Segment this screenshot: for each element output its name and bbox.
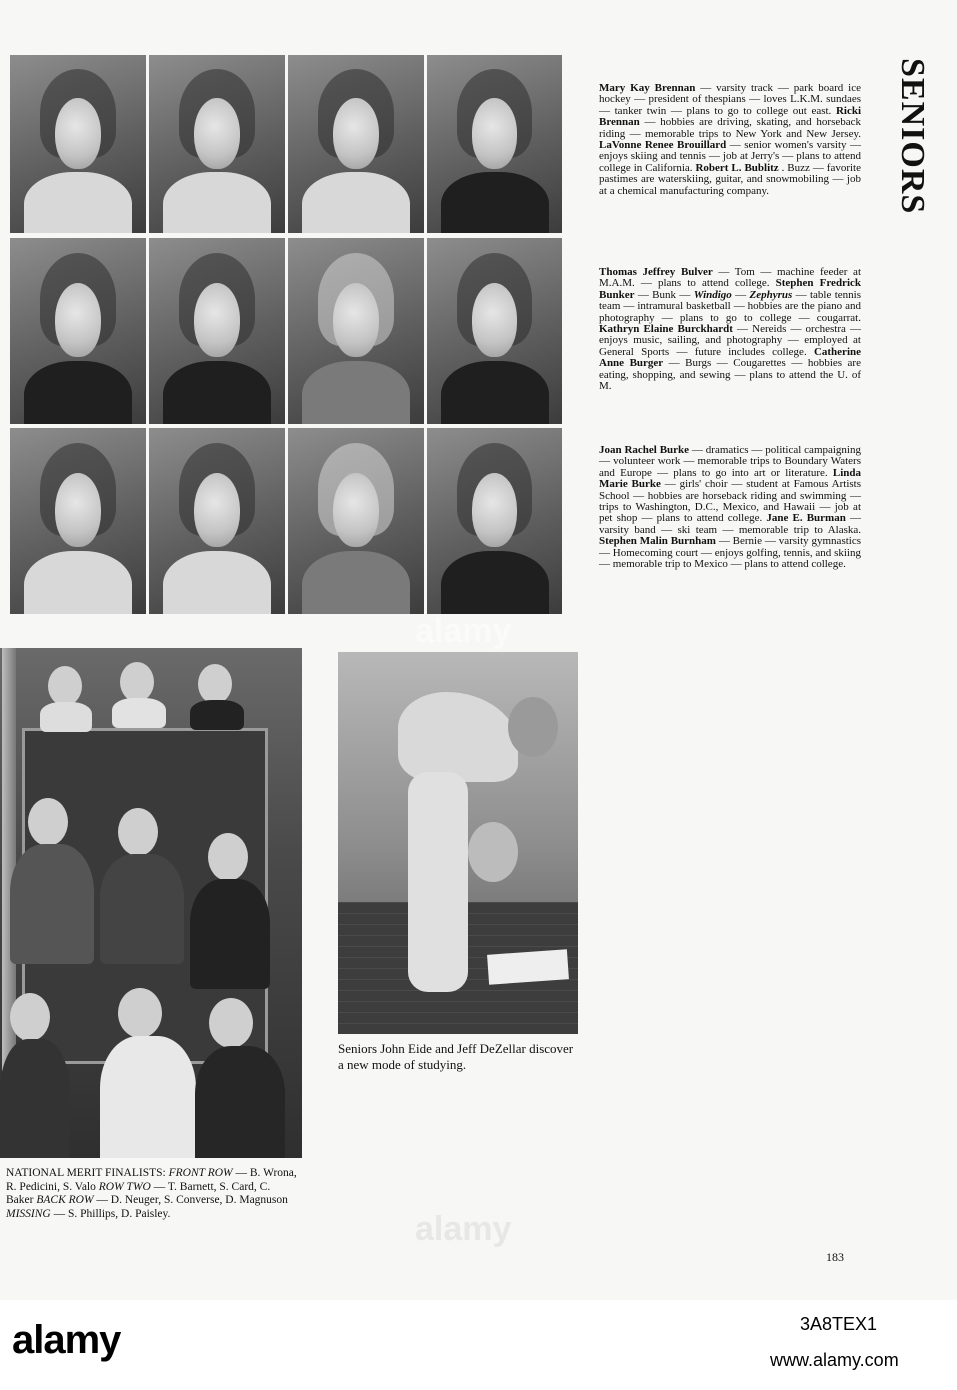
senior-name: Jane E. Burman xyxy=(766,512,846,525)
portrait-robert-bublitz xyxy=(427,55,562,233)
portrait-mary-kay-brennan xyxy=(10,55,146,233)
senior-blurb-row3: Joan Rachel Burke — dramatics — political campaigning — volunteer work — memorable trips to Boundary Waters and Europe — plans to go into art or literature. Linda Marie Burke — girls' choir — student at Famous Artists School — hobbies are horseback riding and swimming — trips to Washington, D.C., Mexico, and Hawaii — job at pet shop — plans to attend college. Jane E. Burman — varsity band — ski team — memorable trip to Alaska. Stephen Malin Burnham — Bernie — varsity gymnastics — Homecoming court — enjoys golfing, tennis, and skiing — memorable trip to Mexico — plans to attend college. xyxy=(599,444,862,571)
senior-blurb-row1: Mary Kay Brennan — varsity track — park board ice hockey — president of thespians — loves L.K.M. sundaes — tanker twin — plans to go to college out east. Ricki Brennan — hobbies are driving, skating, and horseback riding — memorable trips to New York and New Jersey. LaVonne Renee Brouillard — senior women's varsity — enjoys skiing and tennis — job at Jerry's — plans to attend college in California. Robert L. Bublitz . Buzz — favorite pastimes are waterskiing, guitar, and snowmobiling — job at a chemical manufacturing company. xyxy=(599,82,861,197)
senior-name: Mary Kay Brennan xyxy=(599,82,696,94)
senior-name: Kathryn Elaine Burckhardt xyxy=(599,323,733,336)
senior-name: LaVonne Renee Brouillard xyxy=(599,139,727,152)
stock-footer xyxy=(0,1300,957,1390)
senior-name: Stephen Fredrick Bunker xyxy=(599,277,861,301)
portrait-catherine-burger xyxy=(427,238,562,424)
studying-seniors-photo xyxy=(338,652,578,1034)
alamy-logo: alamy xyxy=(12,1318,121,1362)
portrait-stephen-bunker xyxy=(149,238,285,424)
page-number: 183 xyxy=(826,1250,844,1264)
portrait-thomas-bulver xyxy=(10,238,146,424)
publication-name: Zephyrus xyxy=(749,288,793,301)
senior-name: Linda Marie Burke xyxy=(599,466,861,491)
portrait-lavonne-brouillard xyxy=(288,55,424,233)
merit-finalists-caption: NATIONAL MERIT FINALISTS: FRONT ROW — B. Wrona, R. Pedicini, S. Valo ROW TWO — T. Barnett, S. Card, C. Baker BACK ROW — D. Neuger, S. Converse, D. Magnuson MISSING — S. Phillips, D. Paisley. xyxy=(6,1167,297,1220)
portrait-kathryn-burckhardt xyxy=(288,238,424,424)
portrait-jane-burman xyxy=(288,428,424,614)
site-url: www.alamy.com xyxy=(770,1350,899,1370)
merit-finalists-photo xyxy=(0,648,302,1158)
senior-name: Catherine Anne Burger xyxy=(599,345,861,370)
senior-name: Thomas Jeffrey Bulver xyxy=(599,266,713,278)
watermark: alamy xyxy=(415,1210,512,1248)
study-caption: Seniors John Eide and Jeff DeZellar discover a new mode of studying. xyxy=(338,1041,574,1072)
section-title: SENIORS xyxy=(894,58,931,215)
image-id: 3A8TEX1 xyxy=(800,1314,878,1334)
portrait-linda-burke xyxy=(149,428,285,614)
publication-name: Windigo xyxy=(693,288,732,301)
senior-blurb-row2: Thomas Jeffrey Bulver — Tom — machine feeder at M.A.M. — plans to attend college. Stephen Fredrick Bunker — Bunk — Windigo — Zephyrus — table tennis team — intramural basketball — hobbies are the piano and photography — plans to go to college — cougarrat. Kathryn Elaine Burckhardt — Nereids — orchestra — enjoys music, sailing, and photography — employed at General Sports — future includes college. Catherine Anne Burger — Burgs — Cougarettes — hobbies are eating, shopping, and sewing — plans to attend the U. of M. xyxy=(599,266,861,393)
senior-name: Robert L. Bublitz xyxy=(695,161,779,174)
portrait-ricki-brennan xyxy=(149,55,285,233)
senior-name: Joan Rachel Burke xyxy=(599,444,690,456)
watermark: alamy xyxy=(415,612,512,650)
senior-name: Stephen Malin Burnham xyxy=(599,535,716,548)
portrait-stephen-burnham xyxy=(427,428,562,614)
senior-name: Ricki Brennan xyxy=(599,104,861,129)
portrait-joan-burke xyxy=(10,428,146,614)
